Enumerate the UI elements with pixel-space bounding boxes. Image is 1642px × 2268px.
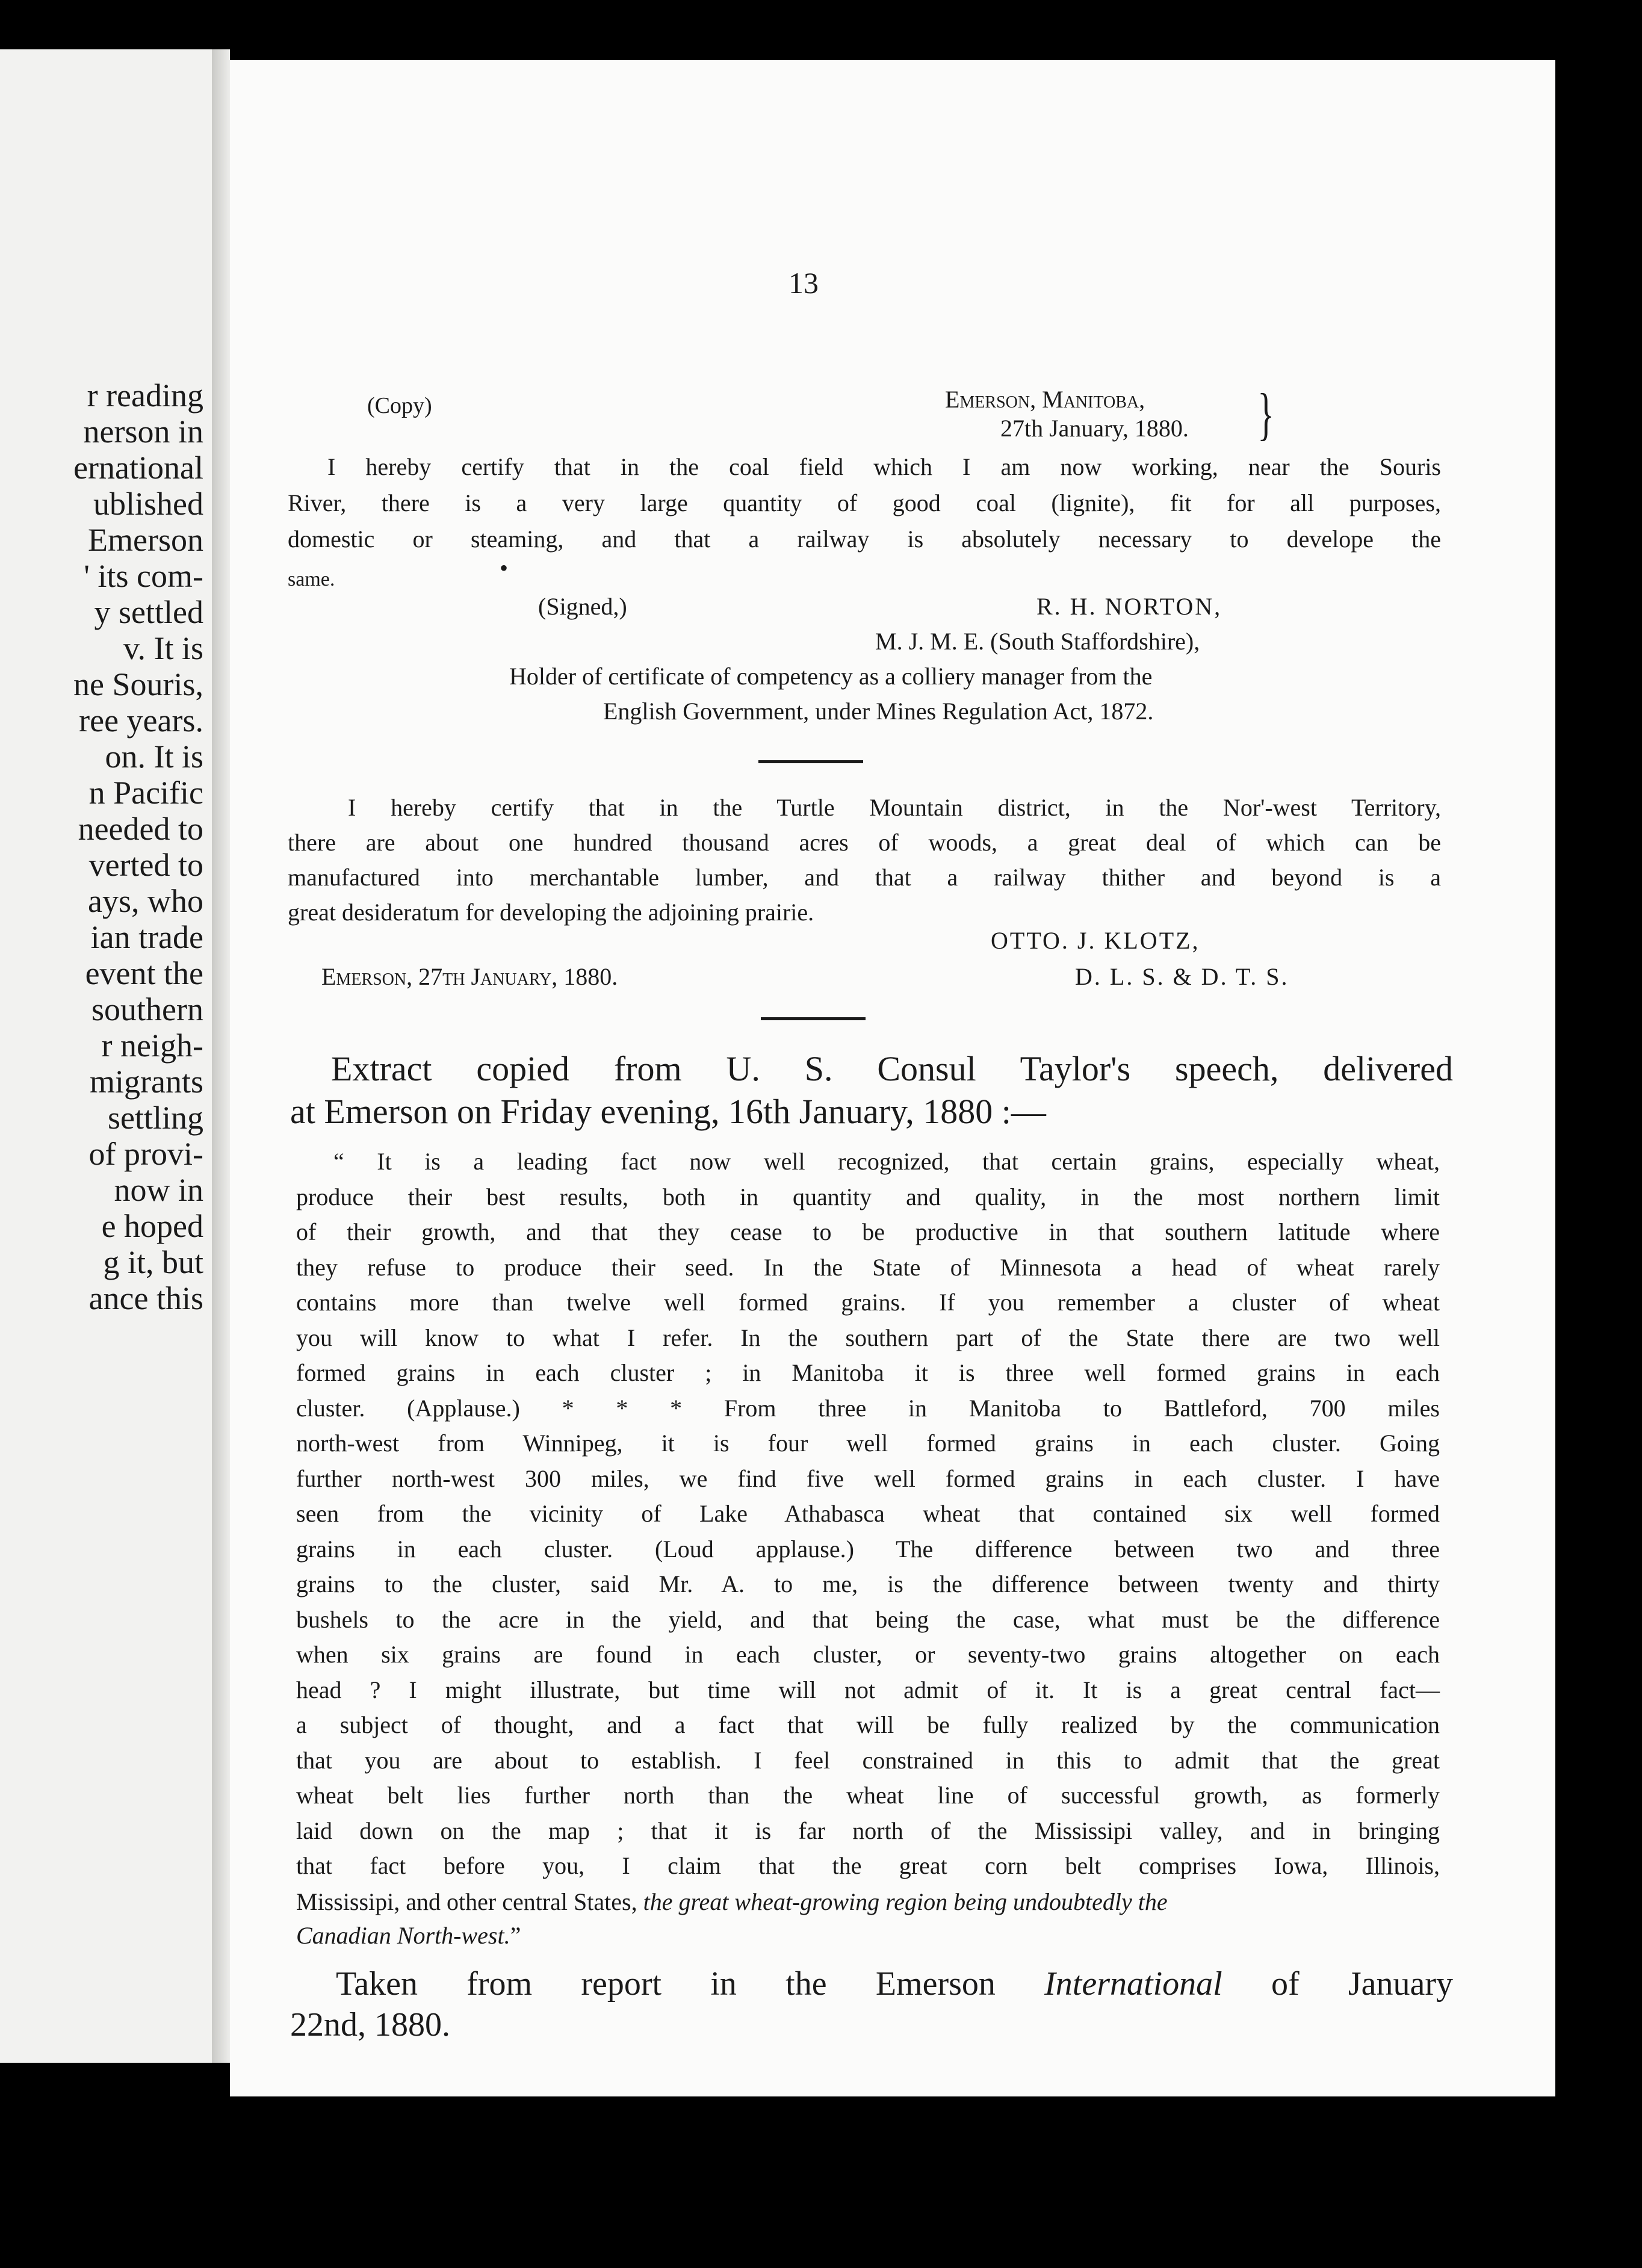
left-page-fragment <box>0 49 212 2063</box>
left-page-line: migrants <box>90 1064 203 1100</box>
extract-body-line: further north-west 300 miles, we find five well formed grains in each cluster. I have <box>296 1464 1440 1492</box>
cert1-line-2: River, there is a very large quantity of good coal (lignite), fit for all purposes, <box>288 489 1441 516</box>
cert2-line-1: I hereby certify that in the Turtle Mountain district, in the Nor'-west Territory, <box>348 794 1441 821</box>
extract-body-line: grains in each cluster. (Loud applause.) The difference between two and three <box>296 1535 1440 1563</box>
extract-body-line: bushels to the acre in the yield, and that being the case, what must be the difference <box>296 1605 1440 1633</box>
extract-body-line: when six grains are found in each cluster, or seventy-two grains altogether on each <box>296 1641 1440 1668</box>
cert1-line-1: I hereby certify that in the coal field which I am now working, near the Souris <box>327 453 1441 480</box>
left-page-line: now in <box>114 1172 203 1208</box>
extract-body-line: head ? I might illustrate, but time will not admit of it. It is a great central fact— <box>296 1676 1440 1703</box>
left-page-line: e hoped <box>101 1208 203 1244</box>
ink-dot: • <box>500 554 509 581</box>
left-page-line: Emerson <box>88 522 203 558</box>
page-number: 13 <box>788 266 819 300</box>
left-page-line: g it, but <box>103 1244 203 1280</box>
extract-body-line: seen from the vicinity of Lake Athabasca wheat that contained six well formed <box>296 1500 1440 1527</box>
extract-body-line: “ It is a leading fact now well recognized, that certain grains, especially wheat, <box>333 1148 1440 1175</box>
extract-body-line: that fact before you, I claim that the great corn belt comprises Iowa, Illinois, <box>296 1852 1440 1879</box>
extract-body-line: that you are about to establish. I feel constrained in this to admit that the great <box>296 1746 1440 1774</box>
left-page-line: southern <box>91 991 203 1027</box>
extract-body-line: they refuse to produce their seed. In the State of Minnesota a head of wheat rarely <box>296 1253 1440 1281</box>
book-gutter <box>212 49 230 2063</box>
extract-body-line: a subject of thought, and a fact that will be fully realized by the communication <box>296 1711 1440 1738</box>
brace: } <box>1257 382 1274 446</box>
extract-last-roman: Mississipi, and other central States, <box>296 1888 637 1915</box>
left-page-line: ree years. <box>79 702 203 739</box>
extract-body-line: formed grains in each cluster ; in Manitoba it is three well formed grains in each <box>296 1359 1440 1386</box>
source-suffix: of January <box>1222 1965 1453 2003</box>
left-page-line: y settled <box>94 594 203 630</box>
extract-body-line: wheat belt lies further north than the wheat line of successful growth, as formerly <box>296 1782 1440 1809</box>
left-page-line: v. It is <box>123 630 203 666</box>
left-page-line: r reading <box>87 377 203 414</box>
extract-close-quote: ” <box>510 1922 521 1949</box>
copy-label: (Copy) <box>367 393 432 418</box>
left-page-line: ays, who <box>88 883 203 919</box>
source-italic: International <box>1044 1965 1222 2003</box>
left-page-line: verted to <box>88 847 203 883</box>
divider-rule-2 <box>761 1017 866 1020</box>
left-page-line: ublished <box>93 486 203 522</box>
left-page-line: nerson in <box>83 414 203 450</box>
cert2-place-date: Emerson, 27th January, 1880. <box>321 963 618 990</box>
source-note-line-1 <box>336 1967 1453 2001</box>
norton-credential-1: M. J. M. E. (South Staffordshire), <box>875 628 1200 655</box>
cert2-line-3: manufactured into merchantable lumber, and that a railway thither and beyond is a <box>288 864 1441 891</box>
extract-heading-2: at Emerson on Friday evening, 16th January, 1880 :— <box>290 1092 1046 1131</box>
cert2-line-4: great desideratum for developing the adjoining prairie. <box>288 899 814 926</box>
cert2-line-2: there are about one hundred thousand acres of woods, a great deal of which can be <box>288 829 1441 856</box>
right-page <box>230 60 1555 2096</box>
source-note-line-2: 22nd, 1880. <box>290 2006 450 2043</box>
left-page-line: n Pacific <box>88 775 203 811</box>
norton-credential-3: English Government, under Mines Regulation Act, 1872. <box>603 698 1154 725</box>
klotz-credentials: D. L. S. & D. T. S. <box>1075 963 1289 990</box>
extract-body-line: laid down on the map ; that it is far north of the Mississipi valley, and in bringing <box>296 1817 1440 1844</box>
extract-last-italic: the great wheat-growing region being undoubtedly the <box>637 1888 1168 1915</box>
left-page-line: event the <box>85 955 203 991</box>
left-page-line: needed to <box>78 811 203 847</box>
extract-body-line: produce their best results, both in quantity and quality, in the most northern limit <box>296 1183 1440 1210</box>
extract-last-line <box>296 1890 1168 1914</box>
extract-body-line: contains more than twelve well formed grains. If you remember a cluster of wheat <box>296 1289 1440 1316</box>
divider-rule-1 <box>758 760 863 763</box>
extract-body-line: north-west from Winnipeg, it is four well formed grains in each cluster. Going <box>296 1430 1440 1457</box>
extract-body-line: you will know to what I refer. In the southern part of the State there are two well <box>296 1324 1440 1351</box>
signer-norton: R. H. NORTON, <box>1036 593 1222 620</box>
left-page-line: ' its com- <box>84 558 203 594</box>
extract-final-line <box>296 1924 521 1948</box>
cert1-line-3: domestic or steaming, and that a railway is absolutely necessary to develope the <box>288 525 1441 553</box>
left-page-line: ian trade <box>90 919 203 955</box>
cert1-line-4: same. <box>288 568 335 590</box>
certificate-date: 27th January, 1880. <box>1000 415 1189 442</box>
left-page-line: on. It is <box>105 739 203 775</box>
left-page-line: settling <box>108 1100 203 1136</box>
extract-body-line: of their growth, and that they cease to be productive in that southern latitude where <box>296 1218 1440 1245</box>
left-page-line: ne Souris, <box>73 666 203 702</box>
extract-heading-1: Extract copied from U. S. Consul Taylor's speech, delivered <box>331 1049 1453 1088</box>
left-page-line: ance this <box>88 1280 203 1316</box>
left-page-line: r neigh- <box>101 1027 203 1064</box>
left-page-line: of provi- <box>88 1136 203 1172</box>
signer-klotz: OTTO. J. KLOTZ, <box>991 927 1200 954</box>
extract-final-italic: Canadian North-west. <box>296 1922 510 1949</box>
source-prefix: Taken from report in the Emerson <box>336 1965 1045 2003</box>
left-page-line: ernational <box>73 450 203 486</box>
extract-body-line: grains to the cluster, said Mr. A. to me, is the difference between twenty and thirty <box>296 1570 1440 1597</box>
extract-body-line: cluster. (Applause.) * * * From three in Manitoba to Battleford, 700 miles <box>296 1394 1440 1422</box>
certificate-place: Emerson, Manitoba, <box>945 386 1145 413</box>
signed-label: (Signed,) <box>538 593 627 620</box>
norton-credential-2: Holder of certificate of competency as a colliery manager from the <box>509 663 1153 690</box>
